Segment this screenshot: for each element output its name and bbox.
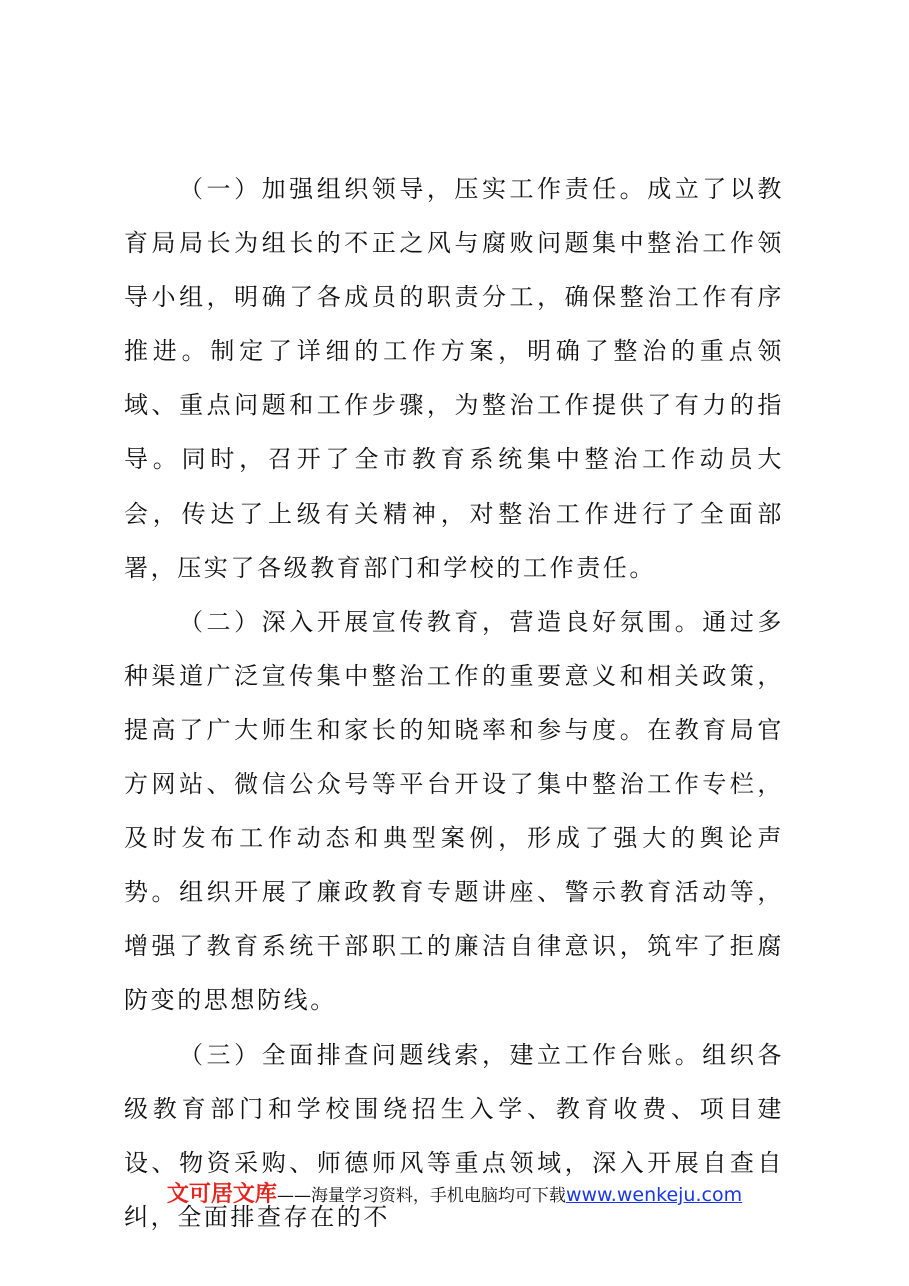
paragraph-1: （一）加强组织领导，压实工作责任。成立了以教育局局长为组长的不正之风与腐败问题集中整治工作领导小组，明确了各成员的职责分工，确保整治工作有序推进。制定了详细的工作方案，明确了整治的重点领域、重点问题和工作步骤，为整治工作提供了有力的指导。同时，召开了全市教育系统集中整治工作动员大会，传达了上级有关精神，对整治工作进行了全面部署，压实了各级教育部门和学校的工作责任。 — [124, 175, 784, 582]
footer-website-link[interactable]: www.wenkeju.com — [565, 1184, 743, 1206]
document-body — [124, 162, 784, 1244]
page-footer — [0, 1180, 909, 1211]
footer-slogan: ——海量学习资料，手机电脑均可下载 — [276, 1186, 566, 1206]
footer-brand: 文可居文库 — [166, 1182, 277, 1207]
paragraph-3: （三）全面排查问题线索，建立工作台账。组织各级教育部门和学校围绕招生入学、教育收费、项目建设、物资采购、师德师风等重点领域，深入开展自查自纠，全面排查存在的不 — [124, 1040, 784, 1231]
paragraph-2: （二）深入开展宣传教育，营造良好氛围。通过多种渠道广泛宣传集中整治工作的重要意义和相关政策，提高了广大师生和家长的知晓率和参与度。在教育局官方网站、微信公众号等平台开设了集中整治工作专栏，及时发布工作动态和典型案例，形成了强大的舆论声势。组织开展了廉政教育专题讲座、警示教育活动等，增强了教育系统干部职工的廉洁自律意识，筑牢了拒腐防变的思想防线。 — [124, 607, 784, 1015]
